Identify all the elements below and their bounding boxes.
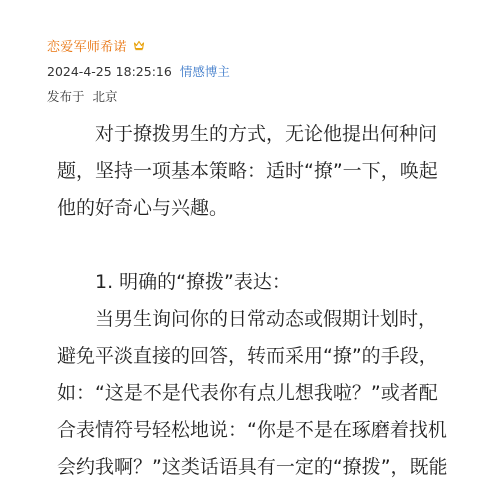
- paragraph-spacer: [57, 227, 452, 264]
- post-location: [47, 87, 118, 105]
- post-meta: [47, 62, 230, 80]
- intro-paragraph: [57, 116, 452, 227]
- body-paragraph: [57, 301, 452, 486]
- location-label: 发布于: [47, 89, 85, 104]
- location-value: 北京: [92, 89, 118, 104]
- author-name[interactable]: 恋爱军师希诺: [47, 39, 127, 55]
- text-line: 对于撩拨男生的方式，无论他提出何种问: [95, 123, 438, 145]
- author-row: [47, 35, 145, 55]
- crown-icon: [133, 39, 145, 51]
- author-tag[interactable]: 情感博主: [179, 64, 230, 79]
- section-heading: [57, 264, 452, 301]
- text-line: 他的好奇心与兴趣。: [57, 197, 229, 219]
- text-line: 合表情符号轻松地说：“你是不是在琢磨着找机: [57, 419, 447, 441]
- post-timestamp: 2024-4-25 18:25:16: [47, 63, 172, 79]
- text-line: 当男生询问你的日常动态或假期计划时，: [95, 308, 438, 330]
- section-heading-text: 1. 明确的“撩拨”表达：: [95, 271, 291, 293]
- text-line: 题，坚持一项基本策略：适时“撩”一下，唤起: [57, 160, 438, 182]
- article-body: [57, 116, 452, 486]
- text-line: 会约我啊？”这类话语具有一定的“撩拨”，既能: [57, 456, 448, 478]
- text-line: 避免平淡直接的回答，转而采用“撩”的手段，: [57, 345, 438, 367]
- text-line: 如：“这是不是代表你有点儿想我啦？”或者配: [57, 382, 438, 404]
